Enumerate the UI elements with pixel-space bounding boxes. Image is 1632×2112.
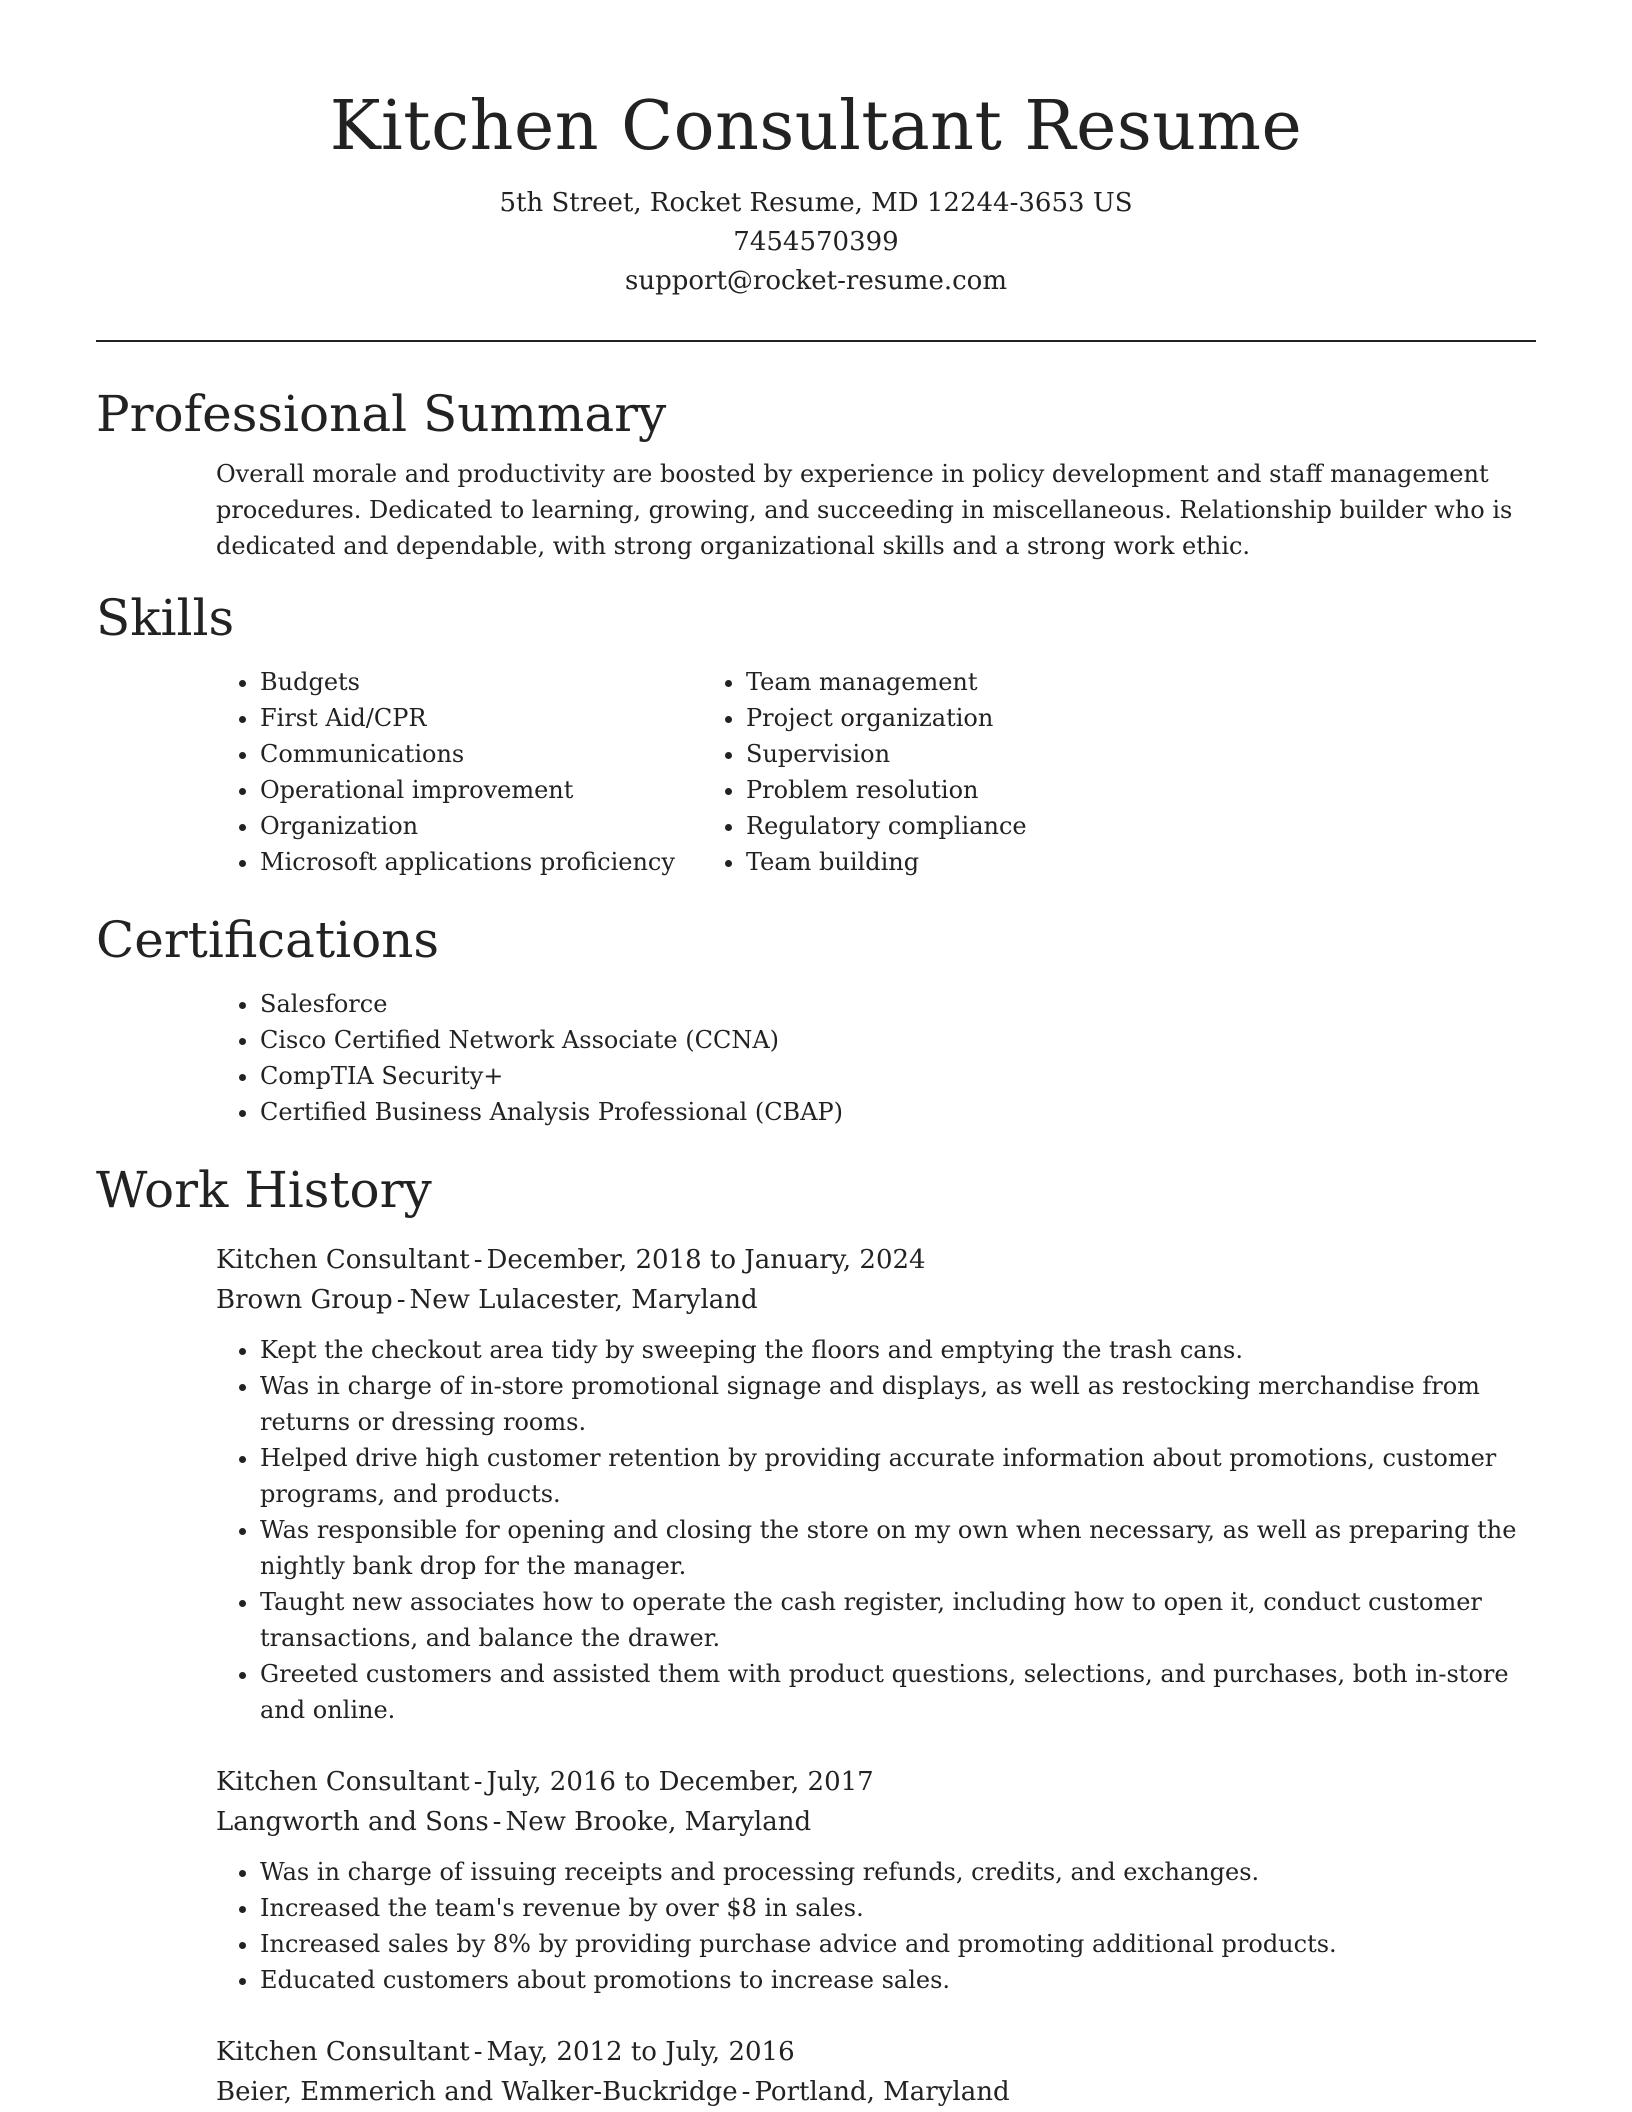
skills-grid — [96, 664, 1536, 880]
job-duty: • Increased the team's revenue by over $8 in sales. — [260, 1890, 1536, 1926]
job-duties-list — [216, 1332, 1536, 1728]
job-title-line: Kitchen Consultant - December, 2018 to January, 2024 — [216, 1245, 926, 1275]
job-duty: • Helped drive high customer retention by providing accurate information about promotions, customer programs, and products. — [260, 1440, 1536, 1512]
job-title: Kitchen Consultant — [216, 1767, 470, 1797]
job-duty: • Educated customers about promotions to increase sales. — [260, 1962, 1536, 1998]
job-location: New Lulacester, Maryland — [409, 1285, 758, 1315]
skill-item: • Project organization — [746, 700, 1536, 736]
certification-item: • CompTIA Security+ — [260, 1058, 1536, 1094]
certification-item: • Salesforce — [260, 986, 1536, 1022]
job-company-line: Beier, Emmerich and Walker-Buckridge - Portland, Maryland — [216, 2077, 1010, 2107]
work-history-heading: Work History — [96, 1161, 432, 1219]
job-title-line: Kitchen Consultant - May, 2012 to July, 2016 — [216, 2037, 795, 2067]
skill-item: • Budgets — [260, 664, 746, 700]
contact-phone: 7454570399 — [733, 227, 899, 257]
job-duty: • Increased sales by 8% by providing purchase advice and promoting additional products. — [260, 1926, 1536, 1962]
job-company: Langworth and Sons — [216, 1807, 489, 1837]
resume-title: Kitchen Consultant Resume — [329, 87, 1303, 166]
certification-item: • Certified Business Analysis Professional (CBAP) — [260, 1094, 1536, 1130]
skill-item: • Supervision — [746, 736, 1536, 772]
summary-section — [96, 384, 1536, 564]
skill-item: • Problem resolution — [746, 772, 1536, 808]
resume-page — [96, 0, 1536, 2112]
skill-item: • Organization — [260, 808, 746, 844]
job-duty: • Kept the checkout area tidy by sweeping the floors and emptying the trash cans. — [260, 1332, 1536, 1368]
skills-list-right — [746, 664, 1536, 880]
skill-item: • Operational improvement — [260, 772, 746, 808]
contact-address: 5th Street, Rocket Resume, MD 12244-3653 US — [499, 188, 1133, 218]
skills-list-left — [96, 664, 746, 880]
work-history-section — [96, 1160, 1536, 2112]
certifications-heading: Certifications — [96, 911, 440, 969]
skill-item: • Microsoft applications proficiency — [260, 844, 746, 880]
skills-section — [96, 588, 1536, 880]
job-duty: • Was in charge of in-store promotional signage and displays, as well as restocking merchandise from returns or dressing rooms. — [260, 1368, 1536, 1440]
summary-heading: Professional Summary — [96, 385, 667, 443]
header-divider — [96, 340, 1536, 342]
job-dates: December, 2018 to January, 2024 — [486, 1245, 926, 1275]
job-location: New Brooke, Maryland — [505, 1807, 812, 1837]
skill-item: • First Aid/CPR — [260, 700, 746, 736]
skill-item: • Regulatory compliance — [746, 808, 1536, 844]
certification-item: • Cisco Certified Network Associate (CCNA) — [260, 1022, 1536, 1058]
job-title-line: Kitchen Consultant - July, 2016 to December, 2017 — [216, 1767, 874, 1797]
job-company-line: Brown Group - New Lulacester, Maryland — [216, 1285, 758, 1315]
skill-item: • Communications — [260, 736, 746, 772]
contact-email: support@rocket-resume.com — [624, 266, 1007, 296]
job-entry — [216, 1240, 1536, 1728]
certifications-section — [96, 910, 1536, 1130]
contact-block — [96, 184, 1536, 301]
job-duties-list — [216, 1854, 1536, 1998]
job-duty: • Greeted customers and assisted them with product questions, selections, and purchases, both in-store and online. — [260, 1656, 1536, 1728]
job-entry — [216, 1762, 1536, 1998]
job-dates: May, 2012 to July, 2016 — [486, 2037, 795, 2067]
job-company-line: Langworth and Sons - New Brooke, Maryland — [216, 1807, 812, 1837]
skill-item: • Team management — [746, 664, 1536, 700]
job-location: Portland, Maryland — [754, 2077, 1010, 2107]
job-duty: • Was in charge of issuing receipts and processing refunds, credits, and exchanges. — [260, 1854, 1536, 1890]
job-title: Kitchen Consultant — [216, 2037, 470, 2067]
job-company: Beier, Emmerich and Walker-Buckridge — [216, 2077, 738, 2107]
job-entry — [216, 2032, 1536, 2112]
job-duty: • Was responsible for opening and closing the store on my own when necessary, as well as preparing the nightly bank drop for the manager. — [260, 1512, 1536, 1584]
job-duty: • Taught new associates how to operate the cash register, including how to open it, conduct customer transactions, and balance the drawer. — [260, 1584, 1536, 1656]
skills-heading: Skills — [96, 589, 235, 647]
job-dates: July, 2016 to December, 2017 — [486, 1767, 874, 1797]
summary-text: Overall morale and productivity are boosted by experience in policy development and staff management procedures. Dedicated to learning, growing, and succeeding in miscellaneous. Relationship builder who is dedicated and dependable, with strong organizational skills and a strong work ethic. — [216, 460, 1513, 560]
job-company: Brown Group — [216, 1285, 393, 1315]
job-title: Kitchen Consultant — [216, 1245, 470, 1275]
certifications-list — [96, 986, 1536, 1130]
skill-item: • Team building — [746, 844, 1536, 880]
